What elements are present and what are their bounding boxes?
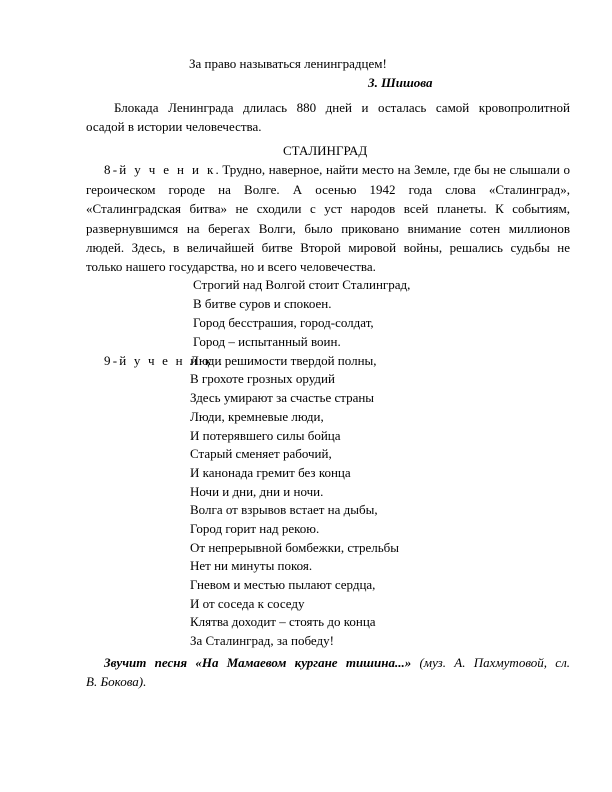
student8-first-line-text: . Трудно, наверное, найти место на Земле, где бы не слышали о <box>215 162 570 177</box>
poem1-line-2: В битве суров и спокоен. <box>193 296 332 311</box>
poem1-line-1: Строгий над Волгой стоит Сталинград, <box>193 277 411 292</box>
student8-line-2: героическом городе на Волге. А осенью 1942 года слова «Сталинград», <box>86 182 570 197</box>
poem2-line-16: За Сталинград, за победу! <box>190 633 334 648</box>
poem2-line-7: И канонада гремит без конца <box>190 465 351 480</box>
poem2-line-8: Ночи и дни, дни и ночи. <box>190 484 324 499</box>
section-title: СТАЛИНГРАД <box>283 143 368 158</box>
student8-first-line <box>104 160 570 180</box>
student8-line-4: развернувшимся на берегах Волги, было приковано внимание сотен миллионов <box>86 221 570 236</box>
poem1-line-3: Город бесстрашия, город-солдат, <box>193 315 374 330</box>
song-note-line-1 <box>104 653 570 673</box>
song-note-title: Звучит песня «На Мамаевом кургане тишина...» <box>104 655 412 670</box>
poem2-line-9: Волга от взрывов встает на дыбы, <box>190 502 378 517</box>
poem2-line-2: В грохоте грозных орудий <box>190 371 335 386</box>
poem2-line-14: И от соседа к соседу <box>190 596 305 611</box>
intro-line-2: осадой в истории человечества. <box>86 119 262 134</box>
poem2-line-3: Здесь умирают за счастье страны <box>190 390 375 405</box>
intro-line-1: Блокада Ленинграда длилась 880 дней и осталась самой кровопролитной <box>114 100 570 115</box>
poem2-line-11: От непрерывной бомбежки, стрельбы <box>190 540 400 555</box>
student8-line-5: людей. Здесь, в величайшей битве Второй мировой войны, решались судьбы не <box>86 240 570 255</box>
poem2-line-4: Люди, кремневые люди, <box>190 409 324 424</box>
student8-line-6: только нашего государства, но и всего человечества. <box>86 259 376 274</box>
poem2-line-15: Клятва доходит – стоять до конца <box>190 614 376 629</box>
poem2-line-12: Нет ни минуты покоя. <box>190 558 313 573</box>
student8-label: 8-й у ч е н и к <box>104 162 216 177</box>
song-note-line-2: В. Бокова). <box>86 674 147 689</box>
song-note-credits: (муз. А. Пахмутовой, сл. <box>411 655 570 670</box>
poem2-line-13: Гневом и местью пылают сердца, <box>190 577 376 592</box>
student8-line-3: «Сталинградская битва» не сходили с уст народов всей планеты. К событиям, <box>86 201 570 216</box>
epigraph-author: З. Шишова <box>368 75 433 90</box>
poem2-line-10: Город горит над рекою. <box>190 521 320 536</box>
poem2-line-6: Старый сменяет рабочий, <box>190 446 332 461</box>
poem2-line-1: Люди решимости твердой полны, <box>190 353 377 368</box>
poem2-line-5: И потерявшего силы бойца <box>190 428 341 443</box>
student9-label: 9-й у ч е н и к . <box>104 353 225 368</box>
epigraph-line: За право называться ленинградцем! <box>189 56 387 71</box>
poem1-line-4: Город – испытанный воин. <box>193 334 341 349</box>
